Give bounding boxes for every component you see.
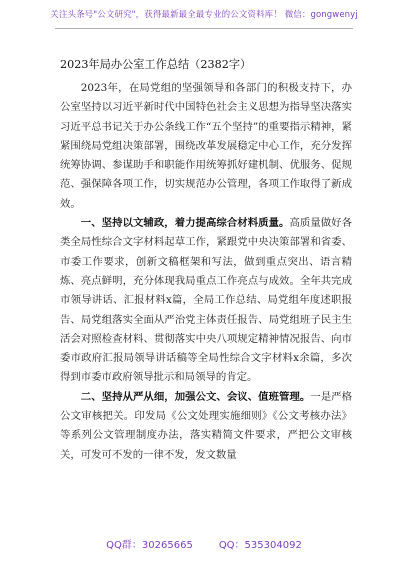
paragraph-intro xyxy=(60,79,352,214)
paragraph-section-2 xyxy=(60,388,352,465)
header-banner: 关注头条号"公文研究"，获得最新最全最专业的公文资料库！ 微信：gongwenyj xyxy=(50,10,358,20)
footer-contact xyxy=(0,536,408,551)
footer-qq-group: QQ群：30265665 xyxy=(106,540,193,551)
section-heading: 一、坚持以文辅政，着力提高综合材料质量。 xyxy=(80,217,290,230)
paragraph-text: 2023年，在局党组的坚强领导和各部门的积极支持下，办公室坚持以习近平新时代中国特色社会主义思想为指导坚决落实习近平总书记关于办公条线工作“五个坚持”的重要指示精神，紧紧围绕局党组决策部署，围绕改革发展稳定中心工作，充分发挥统筹协调、参谋助手和职能作用统筹抓好建机制、优服务、促规范、强保障各项工作，切实规范办公管理，各项工作取得了新成效。 xyxy=(60,82,352,210)
header-divider xyxy=(55,28,353,29)
section-heading: 二、坚持从严从细，加强公文、会议、值班管理。 xyxy=(80,390,311,403)
paragraph-text: 一是严格公文审核把关。印发局《公文处理实施细则》《公文考核办法》等系列公文管理制度办法，落实精简文件要求，严把公文审核关，可发可不发的一律不发，发文数量 xyxy=(60,390,353,461)
document-title: 2023年局办公室工作总结（2382字） xyxy=(60,58,252,71)
footer-qq: QQ：535304092 xyxy=(218,540,302,551)
document-body xyxy=(60,79,352,465)
paragraph-text: 高质量做好各类全局性综合文字材料起草工作，紧跟党中央决策部署和省委、市委工作要求，创新文稿框架和写法，做到重点突出、语言精炼、亮点鲜明，充分体现我局重点工作亮点与成效。全年共完成市领导讲话、汇报材料x篇，全局工作总结、局党组年度述职报告、局党组落实全面从严治党主体责任报告、局党组班子民主生活会对照检查材料、贯彻落实中央八项规定精神情况报告、向市委市政府汇报局领导讲话稿等全局性综合文字材料x余篇，多次得到市委市政府领导批示和局领导的肯定。 xyxy=(60,217,353,384)
paragraph-section-1 xyxy=(60,214,352,388)
